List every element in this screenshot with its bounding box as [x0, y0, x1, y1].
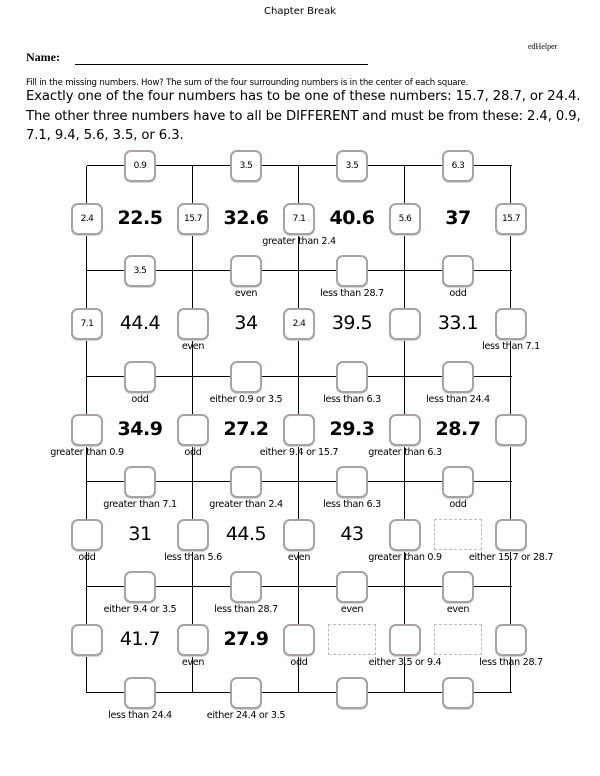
clue-hint: even — [181, 657, 205, 668]
cell-sum: 43 — [340, 522, 364, 545]
cell-sum: 34.9 — [117, 417, 163, 440]
clue-hint: either 0.9 or 3.5 — [209, 394, 283, 405]
answer-box[interactable] — [177, 414, 209, 446]
answer-box[interactable] — [442, 677, 474, 709]
given-number-box: 3.5 — [124, 255, 156, 287]
cell-sum: 44.4 — [119, 312, 161, 334]
answer-box[interactable] — [283, 624, 315, 656]
clue-hint: greater than 7.1 — [103, 499, 177, 510]
cell-sum: 33.1 — [437, 312, 479, 334]
instructions-line-2: Exactly one of the four numbers has to be one of these numbers: 15.7, 28.7, or 24.4. — [26, 89, 581, 104]
clue-hint: greater than 2.4 — [262, 235, 336, 247]
clue-hint: odd — [131, 394, 149, 405]
answer-box[interactable] — [442, 466, 474, 498]
clue-hint: less than 28.7 — [320, 288, 384, 299]
clue-hint: even — [234, 288, 258, 299]
clue-hint: even — [446, 604, 470, 615]
given-number-box: 6.3 — [442, 150, 474, 182]
answer-box[interactable] — [230, 677, 262, 709]
clue-hint: odd — [449, 499, 467, 510]
answer-box[interactable] — [71, 624, 103, 656]
clue-hint: either 9.4 or 15.7 — [259, 446, 339, 458]
answer-box[interactable] — [442, 571, 474, 603]
answer-box[interactable] — [230, 466, 262, 498]
cell-sum: 41.7 — [119, 628, 161, 650]
given-number-box: 5.6 — [389, 203, 421, 235]
given-number-box: 3.5 — [230, 150, 262, 182]
clue-hint: greater than 0.9 — [368, 551, 442, 563]
cell-sum: 44.5 — [225, 522, 267, 545]
cell-sum: 34 — [234, 312, 258, 334]
answer-box[interactable] — [124, 677, 156, 709]
clue-hint: greater than 0.9 — [50, 446, 124, 458]
given-number-box: 7.1 — [71, 308, 103, 340]
clue-hint: less than 6.3 — [323, 499, 381, 510]
clue-hint: greater than 6.3 — [368, 446, 442, 458]
answer-box[interactable] — [336, 255, 368, 287]
answer-box[interactable] — [389, 308, 421, 340]
clue-hint: even — [287, 551, 311, 563]
instructions-line-4: 7.1, 9.4, 5.6, 3.5, or 6.3. — [26, 128, 184, 143]
answer-box[interactable] — [177, 308, 209, 340]
answer-box[interactable] — [389, 519, 421, 551]
answer-box[interactable] — [336, 466, 368, 498]
clue-hint: less than 7.1 — [482, 341, 540, 352]
given-number-box: 15.7 — [177, 203, 209, 235]
empty-dashed-cell — [328, 624, 376, 655]
answer-box[interactable] — [336, 361, 368, 393]
answer-box[interactable] — [283, 519, 315, 551]
answer-box[interactable] — [177, 624, 209, 656]
given-number-box: 7.1 — [283, 203, 315, 235]
clue-hint: either 15.7 or 28.7 — [468, 551, 554, 563]
answer-box[interactable] — [442, 361, 474, 393]
cell-sum: 40.6 — [329, 206, 375, 229]
instructions-line-3: The other three numbers have to all be DIFFERENT and must be from these: 2.4, 0.9, — [26, 109, 581, 124]
instructions-line-1: Fill in the missing numbers. How? The sum of the four surrounding numbers is in the center of each square. — [26, 78, 469, 88]
cell-sum: 29.3 — [329, 417, 375, 440]
clue-hint: less than 28.7 — [214, 604, 278, 615]
answer-box[interactable] — [336, 677, 368, 709]
cell-sum: 39.5 — [331, 312, 373, 334]
cell-sum: 28.7 — [435, 417, 481, 440]
answer-box[interactable] — [230, 255, 262, 287]
clue-hint: less than 24.4 — [108, 710, 172, 721]
answer-box[interactable] — [495, 624, 527, 656]
cell-sum: 27.2 — [223, 417, 269, 440]
answer-box[interactable] — [230, 361, 262, 393]
answer-box[interactable] — [177, 519, 209, 551]
clue-hint: less than 28.7 — [479, 657, 543, 668]
cell-sum: 31 — [128, 522, 152, 545]
answer-box[interactable] — [336, 571, 368, 603]
answer-box[interactable] — [124, 571, 156, 603]
cell-sum: 32.6 — [223, 206, 269, 229]
clue-hint: odd — [449, 288, 467, 299]
given-number-box: 3.5 — [336, 150, 368, 182]
name-field[interactable] — [75, 64, 368, 65]
clue-hint: either 24.4 or 3.5 — [206, 710, 286, 721]
clue-hint: odd — [78, 551, 96, 563]
clue-hint: less than 24.4 — [426, 394, 490, 405]
clue-hint: even — [181, 341, 205, 352]
clue-hint: odd — [290, 657, 308, 668]
cell-sum: 37 — [445, 206, 471, 229]
page-title: Chapter Break — [264, 6, 336, 17]
answer-box[interactable] — [495, 414, 527, 446]
clue-hint: odd — [184, 446, 202, 458]
brand-label: edHelper — [528, 42, 558, 51]
answer-box[interactable] — [389, 414, 421, 446]
answer-box[interactable] — [495, 519, 527, 551]
clue-hint: greater than 2.4 — [209, 499, 283, 510]
answer-box[interactable] — [283, 414, 315, 446]
given-number-box: 0.9 — [124, 150, 156, 182]
answer-box[interactable] — [124, 466, 156, 498]
given-number-box: 2.4 — [283, 308, 315, 340]
given-number-box: 2.4 — [71, 203, 103, 235]
answer-box[interactable] — [71, 519, 103, 551]
given-number-box: 15.7 — [495, 203, 527, 235]
clue-hint: even — [340, 604, 364, 615]
answer-box[interactable] — [71, 414, 103, 446]
answer-box[interactable] — [495, 308, 527, 340]
name-label: Name: — [26, 50, 60, 64]
answer-box[interactable] — [389, 624, 421, 656]
answer-box[interactable] — [442, 255, 474, 287]
empty-dashed-cell — [434, 624, 482, 655]
answer-box[interactable] — [124, 361, 156, 393]
cell-sum: 22.5 — [117, 206, 163, 229]
empty-dashed-cell — [434, 519, 482, 550]
cell-sum: 27.9 — [223, 628, 269, 650]
clue-hint: less than 5.6 — [164, 551, 222, 563]
clue-hint: less than 6.3 — [323, 394, 381, 405]
clue-hint: either 3.5 or 9.4 — [368, 657, 442, 668]
clue-hint: either 9.4 or 3.5 — [103, 604, 177, 615]
answer-box[interactable] — [230, 571, 262, 603]
